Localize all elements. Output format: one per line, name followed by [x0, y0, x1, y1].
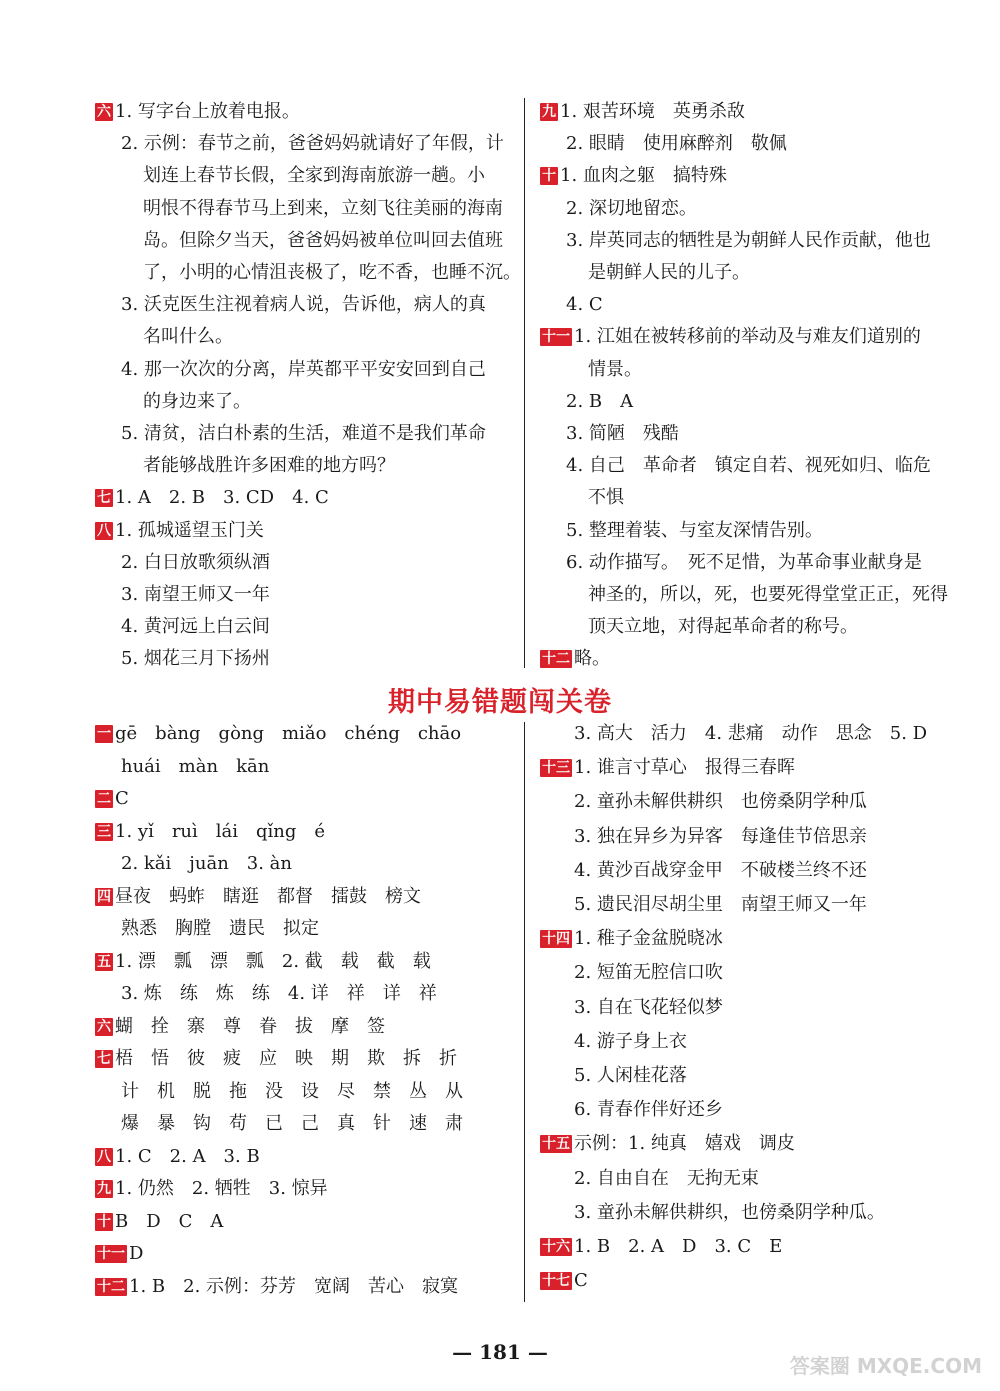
answer-line — [574, 1064, 687, 1088]
answer-text: 3. 独在异乡为异客 每逢佳节倍思亲 — [574, 825, 867, 847]
answer-text: C — [115, 788, 129, 809]
answer-line — [95, 1047, 457, 1071]
answer-line — [566, 197, 697, 221]
answer-line — [121, 132, 504, 156]
answer-text: 不惧 — [588, 487, 624, 509]
answer-line — [95, 950, 431, 974]
answer-line — [121, 551, 270, 575]
answer-line — [574, 961, 723, 985]
question-number-badge: 十六 — [542, 1239, 570, 1255]
answer-line — [121, 917, 319, 941]
answer-line — [588, 583, 948, 607]
answer-line — [574, 1098, 723, 1122]
answer-line — [574, 996, 723, 1020]
answer-line — [121, 982, 437, 1006]
answer-text: 4. 黄沙百战穿金甲 不破楼兰终不还 — [574, 859, 867, 881]
answer-text: 2. 自由自在 无拘无束 — [574, 1167, 759, 1189]
answer-text: D — [129, 1243, 144, 1264]
question-number-badge: 十 — [542, 168, 556, 185]
answer-text: B D C A — [115, 1210, 224, 1232]
answer-line — [121, 615, 270, 639]
answer-text: 4. 自己 革命者 镇定自若、视死如归、临危 — [566, 455, 931, 477]
answer-line — [121, 852, 292, 876]
answer-line — [95, 820, 325, 844]
answer-line — [588, 486, 624, 510]
answer-text: 昼夜 蚂蚱 瞎逛 都督 擂鼓 榜文 — [115, 885, 421, 907]
answer-line — [121, 755, 269, 779]
answer-line — [566, 390, 633, 414]
question-number-badge: 六 — [97, 1018, 111, 1035]
answer-text: 情景。 — [588, 358, 642, 380]
answer-line — [95, 885, 421, 909]
answer-line — [95, 1177, 328, 1201]
answer-line — [588, 358, 642, 382]
answer-text: 4. 那一次次的分离，岸英都平平安安回到自己 — [121, 358, 486, 380]
answer-line — [143, 454, 395, 478]
answer-text: 1. 艰苦环境 英勇杀敌 — [560, 101, 745, 122]
answer-text: 1. B 2. 示例：芬芳 宽阔 苦心 寂寞 — [129, 1275, 459, 1297]
answer-line — [540, 325, 921, 349]
answer-text: 1. yǐ ruì lái qǐng é — [115, 820, 326, 842]
answer-text: 1. B 2. A D 3. C E — [574, 1236, 783, 1257]
answer-line — [121, 293, 486, 317]
answer-line — [540, 1269, 588, 1293]
answer-line — [121, 422, 486, 446]
answer-line — [95, 1275, 458, 1299]
answer-text: 顶天立地，对得起革命者的称号。 — [588, 616, 858, 638]
answer-text: 1. 江姐在被转移前的举动及与难友们道别的 — [574, 326, 921, 348]
answer-line — [95, 519, 264, 543]
question-number-badge: 十二 — [97, 1278, 125, 1295]
question-number-badge: 十一 — [542, 329, 570, 346]
answer-line — [540, 1132, 795, 1156]
answer-line — [588, 261, 750, 285]
answer-line — [143, 197, 503, 221]
answer-text: 蝴 拴 寨 尊 眷 拔 摩 签 — [115, 1015, 385, 1037]
answer-text: 5. 人闲桂花落 — [574, 1065, 687, 1086]
answer-text: gē bàng gòng miǎo chéng chāo — [115, 723, 462, 744]
answer-text: 神圣的，所以，死，也要死得堂堂正正，死得 — [588, 584, 948, 605]
answer-line — [566, 519, 823, 543]
answer-text: 5. 烟花三月下扬州 — [121, 648, 270, 670]
answer-text: 4. 黄河远上白云间 — [121, 616, 270, 638]
answer-text: huái màn kān — [121, 755, 270, 777]
answer-line — [574, 790, 867, 814]
answer-text: 的身边来了。 — [143, 390, 251, 412]
answer-text: 划连上春节长假，全家到海南旅游一趟。小 — [143, 165, 485, 187]
answer-line — [540, 647, 610, 671]
answer-text: 名叫什么。 — [143, 326, 233, 348]
answer-text: 是朝鲜人民的儿子。 — [588, 262, 750, 283]
answer-text: 4. 游子身上衣 — [574, 1030, 687, 1052]
answer-line — [95, 486, 329, 510]
answer-line — [121, 358, 486, 382]
answer-line — [143, 325, 233, 349]
answer-text: 6. 动作描写。 死不足惜，为革命事业献身是 — [566, 551, 922, 573]
answer-line — [574, 859, 867, 883]
column-divider-bottom — [524, 722, 525, 1302]
answer-text: 3. 简陋 残酷 — [566, 423, 679, 444]
answer-text: 6. 青春作伴好还乡 — [574, 1099, 723, 1121]
answer-text: 3. 炼 练 炼 练 4. 详 祥 详 祥 — [121, 983, 437, 1004]
section-title: 期中易错题闯关卷 — [388, 687, 612, 718]
answer-text: 明恨不得春节马上到来，立刻飞往美丽的海南 — [143, 197, 503, 219]
question-number-badge: 十一 — [97, 1246, 125, 1262]
column-divider-top — [524, 98, 525, 668]
question-number-badge: 八 — [97, 522, 111, 539]
answer-line — [588, 615, 858, 639]
answer-text: 略。 — [574, 648, 610, 670]
watermark-text: 答案圈 MXQE.COM — [789, 1354, 982, 1378]
answer-text: 了，小明的心情沮丧极了，吃不香，也睡不沉。 — [143, 262, 521, 283]
answer-text: 2. 示例：春节之前，爸爸妈妈就请好了年假，计 — [121, 133, 504, 155]
question-number-badge: 十四 — [542, 931, 570, 948]
answer-line — [540, 1235, 782, 1259]
question-number-badge: 十二 — [542, 651, 570, 668]
answer-text: 2. kǎi juān 3. àn — [121, 853, 293, 874]
question-number-badge: 七 — [97, 490, 111, 507]
answer-text: 示例：1. 纯真 嬉戏 调皮 — [574, 1133, 795, 1155]
question-number-badge: 六 — [97, 104, 111, 120]
answer-line — [566, 293, 603, 317]
answer-text: 3. 南望王师又一年 — [121, 584, 270, 605]
question-number-badge: 九 — [542, 104, 556, 120]
answer-text: 梧 悟 彼 疲 应 映 期 欺 拆 折 — [115, 1048, 457, 1069]
answer-text: 2. B A — [566, 390, 634, 412]
answer-text: 2. 深切地留恋。 — [566, 197, 697, 219]
answer-line — [143, 229, 503, 253]
question-number-badge: 八 — [97, 1148, 111, 1165]
answer-line — [566, 132, 787, 156]
answer-text: 计 机 脱 拖 没 设 尽 禁 丛 从 — [121, 1080, 463, 1102]
answer-line — [95, 787, 129, 811]
answer-line — [143, 390, 251, 414]
answer-line — [540, 100, 745, 124]
answer-line — [566, 454, 931, 478]
answer-line — [121, 647, 270, 671]
answer-line — [540, 164, 727, 188]
answer-text: 5. 整理着装、与室友深情告别。 — [566, 519, 823, 541]
question-number-badge: 十 — [97, 1213, 111, 1230]
answer-text: 熟悉 胸膛 遗民 拟定 — [121, 918, 319, 939]
question-number-badge: 十三 — [542, 760, 570, 777]
answer-text: 2. 短笛无腔信口吹 — [574, 962, 723, 984]
answer-text: 2. 眼睛 使用麻醉剂 敬佩 — [566, 133, 787, 155]
answer-line — [574, 722, 927, 746]
answer-line — [566, 551, 922, 575]
answer-line — [540, 927, 723, 951]
answer-text: 3. 沃克医生注视着病人说，告诉他，病人的真 — [121, 294, 486, 316]
answer-line — [566, 422, 679, 446]
answer-line — [574, 893, 867, 917]
question-number-badge: 五 — [97, 953, 111, 970]
answer-line — [540, 756, 795, 780]
answer-line — [95, 1210, 223, 1234]
answer-line — [121, 1080, 463, 1104]
answer-line — [95, 1145, 260, 1169]
answer-text: C — [574, 1270, 588, 1292]
answer-text: 者能够战胜许多困难的地方吗？ — [143, 455, 395, 477]
answer-text: 3. 岸英同志的牺牲是为朝鲜人民作贡献，他也 — [566, 229, 931, 251]
answer-text: 2. 白日放歌须纵酒 — [121, 551, 270, 573]
answer-text: 1. 仍然 2. 牺牲 3. 惊异 — [115, 1178, 328, 1199]
answer-text: 爆 暴 钩 苟 已 己 真 针 速 肃 — [121, 1113, 463, 1134]
answer-line — [574, 1167, 759, 1191]
question-number-badge: 十五 — [542, 1136, 570, 1153]
question-number-badge: 四 — [97, 888, 111, 905]
answer-text: 3. 高大 活力 4. 悲痛 动作 思念 5. D — [574, 723, 928, 744]
question-number-badge: 十七 — [542, 1273, 570, 1290]
question-number-badge: 二 — [97, 791, 111, 807]
answer-line — [143, 261, 521, 285]
answer-text: 1. 血肉之躯 搞特殊 — [560, 165, 727, 187]
question-number-badge: 三 — [97, 823, 111, 840]
answer-text: 3. 自在飞花轻似梦 — [574, 996, 723, 1018]
question-number-badge: 一 — [97, 726, 111, 742]
answer-text: 1. A 2. B 3. CD 4. C — [115, 487, 329, 509]
question-number-badge: 七 — [97, 1051, 111, 1067]
answer-line — [121, 1112, 463, 1136]
answer-text: 3. 童孙未解供耕织，也傍桑阴学种瓜。 — [574, 1201, 885, 1223]
answer-line — [95, 1242, 143, 1266]
watermark-logo — [790, 1350, 982, 1379]
answer-line — [95, 722, 461, 746]
question-number-badge: 九 — [97, 1181, 111, 1197]
answer-text: 1. 稚子金盆脱晓冰 — [574, 928, 723, 950]
answer-text: 1. 漂 瓢 漂 瓢 2. 截 载 截 载 — [115, 950, 431, 972]
answer-text: 1. 写字台上放着电报。 — [115, 101, 300, 122]
answer-line — [566, 229, 931, 253]
answer-line — [143, 164, 485, 188]
answer-text: 5. 遗民泪尽胡尘里 南望王师又一年 — [574, 894, 867, 915]
answer-text: 1. 谁言寸草心 报得三春晖 — [574, 757, 795, 779]
answer-line — [574, 1201, 885, 1225]
answer-text: 2. 童孙未解供耕织 也傍桑阴学种瓜 — [574, 791, 867, 813]
answer-text: 4. C — [566, 294, 603, 316]
answer-line — [574, 825, 867, 849]
answer-text: 1. 孤城遥望玉门关 — [115, 519, 264, 541]
answer-line — [95, 1015, 385, 1039]
answer-text: 5. 清贫，洁白朴素的生活，难道不是我们革命 — [121, 423, 486, 444]
answer-text: 岛。但除夕当天，爸爸妈妈被单位叫回去值班 — [143, 229, 503, 251]
answer-line — [121, 583, 270, 607]
page-number: — 181 — — [452, 1340, 548, 1364]
answer-text: 1. C 2. A 3. B — [115, 1145, 260, 1167]
answer-line — [95, 100, 300, 124]
answer-line — [574, 1030, 687, 1054]
